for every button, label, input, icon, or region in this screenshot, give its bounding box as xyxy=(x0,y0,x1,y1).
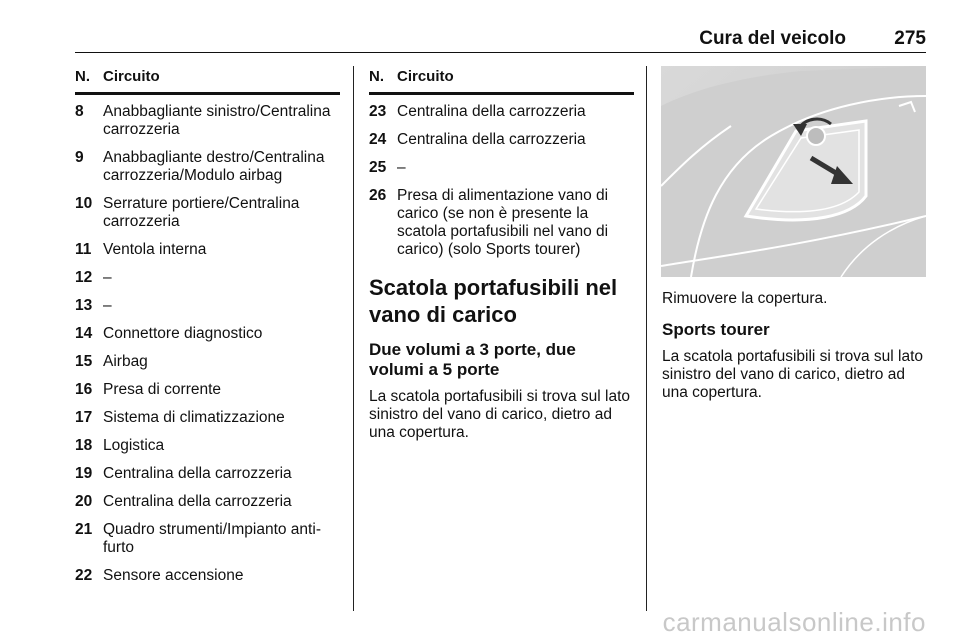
table-row xyxy=(75,269,340,287)
row-text: Centralina della carrozzeria xyxy=(397,103,586,120)
column-divider xyxy=(353,66,354,611)
row-number: 26 xyxy=(369,187,387,204)
middle-column xyxy=(369,66,634,442)
row-text: Centralina della carrozzeria xyxy=(103,465,292,482)
table-row xyxy=(75,241,340,259)
row-text: Sensore accensione xyxy=(103,567,244,584)
row-text: Centralina della carrozzeria xyxy=(397,131,586,148)
section-title: Cura del veicolo xyxy=(699,28,846,49)
row-text: – xyxy=(397,159,406,176)
header-circuit: Circuito xyxy=(397,68,454,85)
cover-clip-knob xyxy=(807,127,825,145)
row-text: Centralina della carrozzeria xyxy=(103,493,292,510)
table-header xyxy=(369,66,634,95)
table-row xyxy=(369,187,634,259)
table-row xyxy=(75,103,340,139)
sub-heading: Due volumi a 3 porte, due volumi a 5 porte xyxy=(369,340,576,379)
row-number: 14 xyxy=(75,325,93,342)
row-number: 8 xyxy=(75,103,84,120)
row-number: 18 xyxy=(75,437,93,454)
fuse-cover-removal-illustration xyxy=(661,66,926,277)
row-text: Anabbagliante destro/Centralina carrozzeria/Modulo airbag xyxy=(103,149,325,184)
table-row xyxy=(75,353,340,371)
page-header xyxy=(75,24,926,53)
table-header xyxy=(75,66,340,95)
table-row xyxy=(75,465,340,483)
row-text: Logistica xyxy=(103,437,165,454)
row-number: 17 xyxy=(75,409,93,426)
row-number: 21 xyxy=(75,521,93,538)
row-number: 23 xyxy=(369,103,387,120)
row-number: 20 xyxy=(75,493,93,510)
row-text: Sistema di climatizzazione xyxy=(103,409,285,426)
header-circuit: Circuito xyxy=(103,68,160,85)
fuse-table-left xyxy=(75,66,340,585)
row-number: 24 xyxy=(369,131,387,148)
table-row xyxy=(75,521,340,557)
table-row xyxy=(75,149,340,185)
right-column xyxy=(662,290,927,402)
table-row xyxy=(75,567,340,585)
table-row xyxy=(369,131,634,149)
table-row xyxy=(75,325,340,343)
row-text: Presa di alimentazione vano di carico (se non è presente la scatola portafusibili nel vano di carico) (solo Sports tourer) xyxy=(397,187,609,258)
row-text: – xyxy=(103,269,112,286)
row-number: 11 xyxy=(75,241,92,258)
row-number: 13 xyxy=(75,297,93,314)
row-text: Airbag xyxy=(103,353,148,370)
row-text: Presa di corrente xyxy=(103,381,222,398)
body-paragraph: La scatola portafusibili si trova sul lato sinistro del vano di carico, dietro ad una copertura. xyxy=(662,348,924,401)
row-number: 19 xyxy=(75,465,93,482)
row-number: 25 xyxy=(369,159,387,176)
row-text: – xyxy=(103,297,112,314)
table-row xyxy=(75,437,340,455)
header-number: N. xyxy=(75,68,90,85)
table-row xyxy=(369,103,634,121)
illustration-caption: Rimuovere la copertura. xyxy=(662,290,828,307)
row-number: 9 xyxy=(75,149,84,166)
table-row xyxy=(75,409,340,427)
table-row xyxy=(75,381,340,399)
table-row xyxy=(369,159,634,177)
column-divider xyxy=(646,66,647,611)
row-number: 10 xyxy=(75,195,93,212)
row-text: Anabbagliante sinistro/Centralina carrozzeria xyxy=(103,103,331,138)
row-text: Ventola interna xyxy=(103,241,207,258)
row-text: Quadro strumenti/Impianto antifurto xyxy=(103,521,321,556)
row-number: 12 xyxy=(75,269,93,286)
table-row xyxy=(75,493,340,511)
table-row xyxy=(75,195,340,231)
row-number: 15 xyxy=(75,353,93,370)
row-number: 16 xyxy=(75,381,93,398)
sub-heading: Sports tourer xyxy=(662,320,770,339)
row-number: 22 xyxy=(75,567,93,584)
page-number: 275 xyxy=(894,28,926,49)
row-text: Connettore diagnostico xyxy=(103,325,263,342)
section-heading: Scatola portafusibili nel vano di carico xyxy=(369,275,618,327)
watermark: carmanualsonline.info xyxy=(662,607,926,637)
row-text: Serrature portiere/Centralina carrozzeria xyxy=(103,195,300,230)
table-row xyxy=(75,297,340,315)
body-paragraph: La scatola portafusibili si trova sul lato sinistro del vano di carico, dietro ad una copertura. xyxy=(369,388,631,441)
header-number: N. xyxy=(369,68,384,85)
